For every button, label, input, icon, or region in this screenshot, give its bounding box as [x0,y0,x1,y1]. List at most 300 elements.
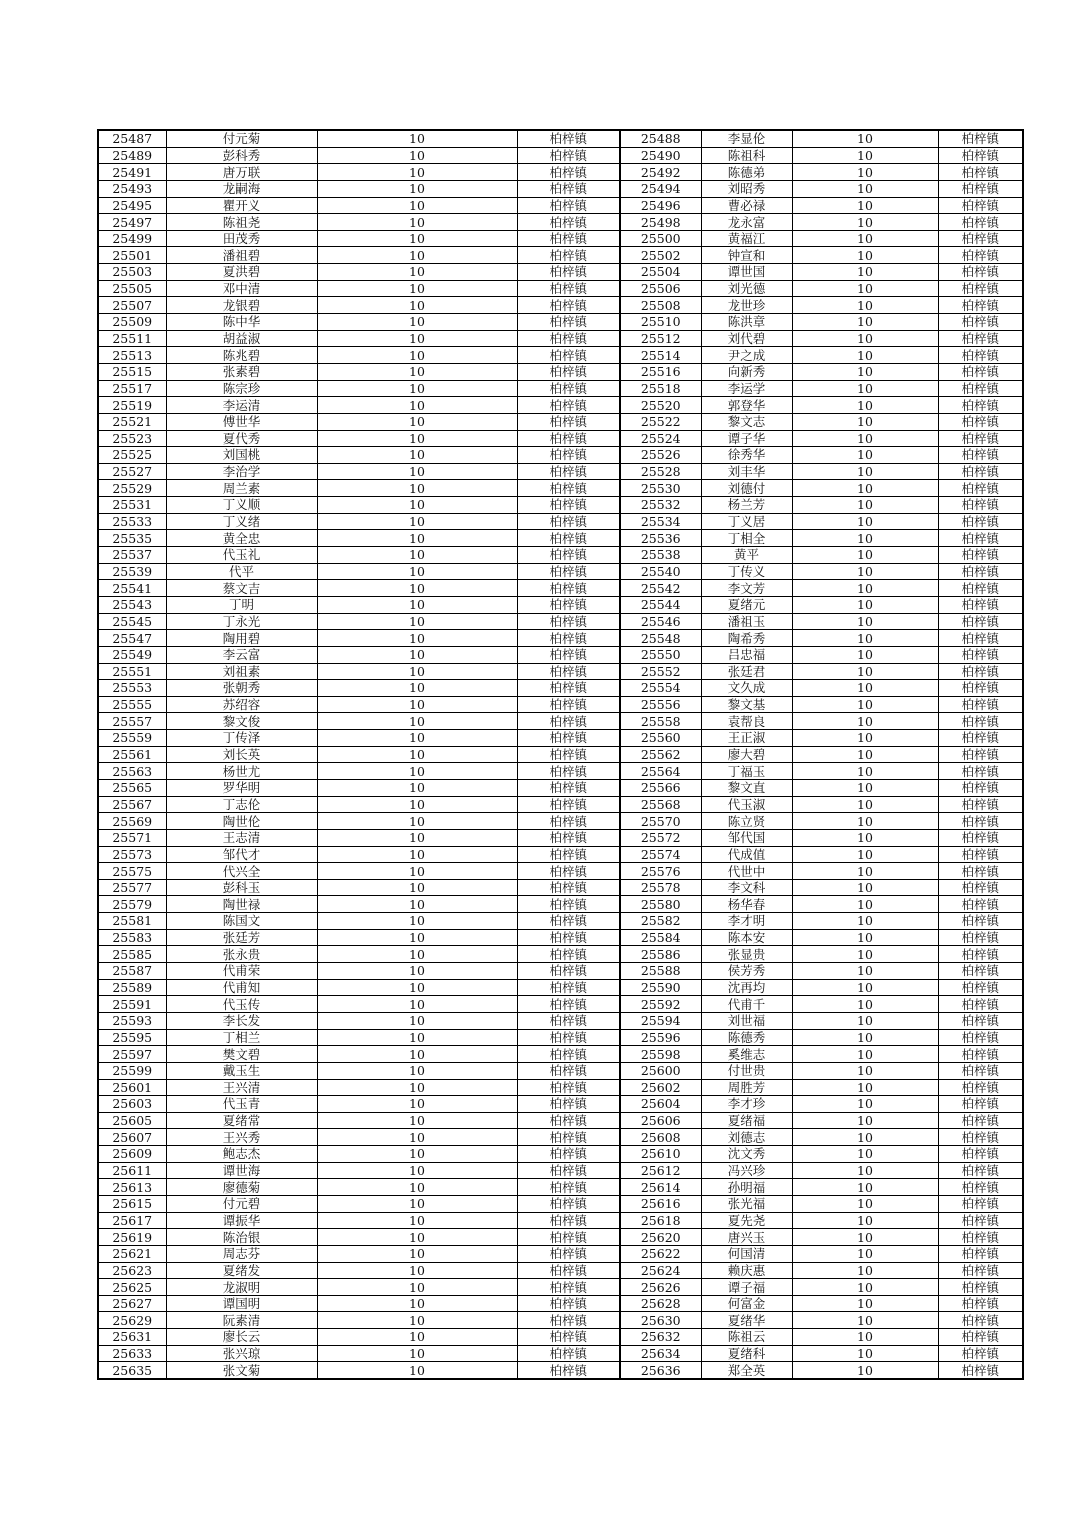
person-name-cell: 丁相兰 [166,1029,317,1046]
person-name-cell: 刘丰华 [701,463,792,480]
record-id-cell: 25571 [98,829,166,846]
person-name-cell: 鲍志杰 [166,1146,317,1163]
person-name-cell: 李文芳 [701,580,792,597]
town-cell: 柏梓镇 [517,230,620,247]
town-cell: 柏梓镇 [517,913,620,930]
record-table [97,129,1024,1380]
town-cell: 柏梓镇 [938,1229,1023,1246]
record-id-cell: 25502 [620,247,701,264]
record-id-cell: 25602 [620,1079,701,1096]
amount-cell: 10 [792,230,938,247]
amount-cell: 10 [317,863,517,880]
person-name-cell: 代世中 [701,863,792,880]
record-id-cell: 25604 [620,1096,701,1113]
person-name-cell: 代甫知 [166,979,317,996]
record-id-cell: 25596 [620,1029,701,1046]
record-id-cell: 25627 [98,1295,166,1312]
amount-cell: 10 [792,929,938,946]
table-row [98,1245,1023,1262]
person-name-cell: 黎文直 [701,779,792,796]
amount-cell: 10 [317,829,517,846]
town-cell: 柏梓镇 [938,763,1023,780]
amount-cell: 10 [792,463,938,480]
town-cell: 柏梓镇 [938,779,1023,796]
record-id-cell: 25541 [98,580,166,597]
record-id-cell: 25494 [620,180,701,197]
person-name-cell: 代成值 [701,846,792,863]
town-cell: 柏梓镇 [938,397,1023,414]
amount-cell: 10 [317,280,517,297]
amount-cell: 10 [317,1245,517,1262]
record-id-cell: 25513 [98,347,166,364]
town-cell: 柏梓镇 [938,630,1023,647]
town-cell: 柏梓镇 [517,363,620,380]
amount-cell: 10 [792,1112,938,1129]
record-id-cell: 25509 [98,314,166,331]
amount-cell: 10 [792,530,938,547]
person-name-cell: 陶世伦 [166,813,317,830]
amount-cell: 10 [317,1295,517,1312]
town-cell: 柏梓镇 [517,680,620,697]
record-id-cell: 25527 [98,463,166,480]
record-id-cell: 25498 [620,214,701,231]
person-name-cell: 陈兆碧 [166,347,317,364]
table-row [98,563,1023,580]
town-cell: 柏梓镇 [517,1079,620,1096]
table-row [98,1196,1023,1213]
amount-cell: 10 [317,1312,517,1329]
town-cell: 柏梓镇 [517,380,620,397]
record-id-cell: 25560 [620,730,701,747]
town-cell: 柏梓镇 [938,1196,1023,1213]
amount-cell: 10 [792,763,938,780]
record-id-cell: 25589 [98,979,166,996]
person-name-cell: 蔡文吉 [166,580,317,597]
table-row [98,763,1023,780]
town-cell: 柏梓镇 [517,1295,620,1312]
town-cell: 柏梓镇 [938,1345,1023,1362]
record-id-cell: 25507 [98,297,166,314]
table-row [98,813,1023,830]
town-cell: 柏梓镇 [938,1245,1023,1262]
town-cell: 柏梓镇 [517,1279,620,1296]
town-cell: 柏梓镇 [938,813,1023,830]
record-id-cell: 25512 [620,330,701,347]
record-id-cell: 25619 [98,1229,166,1246]
person-name-cell: 沈再均 [701,979,792,996]
person-name-cell: 廖长云 [166,1329,317,1346]
amount-cell: 10 [317,1012,517,1029]
person-name-cell: 李云富 [166,646,317,663]
amount-cell: 10 [792,1212,938,1229]
amount-cell: 10 [792,197,938,214]
person-name-cell: 杨华春 [701,896,792,913]
person-name-cell: 罗华明 [166,779,317,796]
town-cell: 柏梓镇 [517,730,620,747]
record-id-cell: 25556 [620,696,701,713]
town-cell: 柏梓镇 [938,696,1023,713]
person-name-cell: 谭子福 [701,1279,792,1296]
record-id-cell: 25539 [98,563,166,580]
amount-cell: 10 [317,1329,517,1346]
record-id-cell: 25511 [98,330,166,347]
town-cell: 柏梓镇 [517,1245,620,1262]
town-cell: 柏梓镇 [517,1096,620,1113]
record-id-cell: 25590 [620,979,701,996]
record-id-cell: 25618 [620,1212,701,1229]
amount-cell: 10 [792,630,938,647]
town-cell: 柏梓镇 [517,430,620,447]
record-id-cell: 25622 [620,1245,701,1262]
record-id-cell: 25631 [98,1329,166,1346]
amount-cell: 10 [317,1112,517,1129]
town-cell: 柏梓镇 [517,197,620,214]
amount-cell: 10 [792,896,938,913]
amount-cell: 10 [792,580,938,597]
amount-cell: 10 [792,1262,938,1279]
table-row [98,463,1023,480]
amount-cell: 10 [317,297,517,314]
town-cell: 柏梓镇 [938,1212,1023,1229]
person-name-cell: 郑全英 [701,1362,792,1379]
amount-cell: 10 [792,1079,938,1096]
amount-cell: 10 [317,996,517,1013]
town-cell: 柏梓镇 [938,1312,1023,1329]
person-name-cell: 唐兴玉 [701,1229,792,1246]
table-row [98,1312,1023,1329]
town-cell: 柏梓镇 [517,1362,620,1379]
amount-cell: 10 [317,497,517,514]
person-name-cell: 冯兴珍 [701,1162,792,1179]
person-name-cell: 李显伦 [701,130,792,147]
record-id-cell: 25583 [98,929,166,946]
person-name-cell: 陈洪章 [701,314,792,331]
record-id-cell: 25593 [98,1012,166,1029]
person-name-cell: 夏绪元 [701,596,792,613]
table-row [98,713,1023,730]
table-row [98,1079,1023,1096]
town-cell: 柏梓镇 [938,413,1023,430]
person-name-cell: 黄全忠 [166,530,317,547]
amount-cell: 10 [317,613,517,630]
table-row [98,147,1023,164]
record-id-cell: 25600 [620,1062,701,1079]
town-cell: 柏梓镇 [938,1329,1023,1346]
person-name-cell: 代玉传 [166,996,317,1013]
person-name-cell: 夏绪福 [701,1112,792,1129]
town-cell: 柏梓镇 [938,796,1023,813]
record-id-cell: 25578 [620,879,701,896]
town-cell: 柏梓镇 [517,447,620,464]
amount-cell: 10 [792,147,938,164]
person-name-cell: 刘光德 [701,280,792,297]
record-id-cell: 25488 [620,130,701,147]
amount-cell: 10 [317,696,517,713]
person-name-cell: 谭子华 [701,430,792,447]
amount-cell: 10 [792,1012,938,1029]
person-name-cell: 陈治银 [166,1229,317,1246]
amount-cell: 10 [792,863,938,880]
amount-cell: 10 [317,1279,517,1296]
record-id-cell: 25582 [620,913,701,930]
amount-cell: 10 [317,314,517,331]
town-cell: 柏梓镇 [517,1112,620,1129]
town-cell: 柏梓镇 [938,863,1023,880]
table-row [98,1212,1023,1229]
amount-cell: 10 [317,1062,517,1079]
amount-cell: 10 [792,1129,938,1146]
amount-cell: 10 [792,363,938,380]
town-cell: 柏梓镇 [517,813,620,830]
person-name-cell: 代玉青 [166,1096,317,1113]
town-cell: 柏梓镇 [517,763,620,780]
town-cell: 柏梓镇 [517,130,620,147]
person-name-cell: 郭登华 [701,397,792,414]
town-cell: 柏梓镇 [517,613,620,630]
town-cell: 柏梓镇 [938,164,1023,181]
table-row [98,630,1023,647]
record-id-cell: 25584 [620,929,701,946]
amount-cell: 10 [792,730,938,747]
person-name-cell: 邓中清 [166,280,317,297]
record-id-cell: 25610 [620,1146,701,1163]
person-name-cell: 代玉礼 [166,547,317,564]
town-cell: 柏梓镇 [517,646,620,663]
person-name-cell: 夏绪发 [166,1262,317,1279]
amount-cell: 10 [317,1146,517,1163]
town-cell: 柏梓镇 [938,646,1023,663]
amount-cell: 10 [317,530,517,547]
person-name-cell: 王正淑 [701,730,792,747]
person-name-cell: 付元碧 [166,1196,317,1213]
amount-cell: 10 [792,646,938,663]
person-name-cell: 代甫荣 [166,963,317,980]
person-name-cell: 李长发 [166,1012,317,1029]
record-id-cell: 25523 [98,430,166,447]
person-name-cell: 吕忠福 [701,646,792,663]
town-cell: 柏梓镇 [938,513,1023,530]
person-name-cell: 代兴全 [166,863,317,880]
amount-cell: 10 [317,413,517,430]
person-name-cell: 龙嗣海 [166,180,317,197]
person-name-cell: 何富金 [701,1295,792,1312]
person-name-cell: 彭科秀 [166,147,317,164]
record-id-cell: 25630 [620,1312,701,1329]
table-row [98,1062,1023,1079]
town-cell: 柏梓镇 [938,979,1023,996]
town-cell: 柏梓镇 [517,1146,620,1163]
person-name-cell: 傅世华 [166,413,317,430]
table-row [98,796,1023,813]
town-cell: 柏梓镇 [517,696,620,713]
town-cell: 柏梓镇 [517,563,620,580]
table-row [98,779,1023,796]
amount-cell: 10 [792,413,938,430]
person-name-cell: 李才珍 [701,1096,792,1113]
town-cell: 柏梓镇 [517,1012,620,1029]
person-name-cell: 李才明 [701,913,792,930]
record-id-cell: 25594 [620,1012,701,1029]
person-name-cell: 龙银碧 [166,297,317,314]
person-name-cell: 张朝秀 [166,680,317,697]
amount-cell: 10 [317,779,517,796]
amount-cell: 10 [792,1295,938,1312]
person-name-cell: 龙淑明 [166,1279,317,1296]
town-cell: 柏梓镇 [938,214,1023,231]
person-name-cell: 钟宣和 [701,247,792,264]
amount-cell: 10 [792,1029,938,1046]
table-row [98,946,1023,963]
person-name-cell: 奚维志 [701,1046,792,1063]
table-row [98,1279,1023,1296]
person-name-cell: 刘国桃 [166,447,317,464]
record-id-cell: 25530 [620,480,701,497]
town-cell: 柏梓镇 [517,413,620,430]
town-cell: 柏梓镇 [938,530,1023,547]
record-id-cell: 25603 [98,1096,166,1113]
table-row [98,397,1023,414]
table-row [98,164,1023,181]
person-name-cell: 陈本安 [701,929,792,946]
table-row [98,863,1023,880]
amount-cell: 10 [792,130,938,147]
record-id-cell: 25514 [620,347,701,364]
table-row [98,1295,1023,1312]
record-id-cell: 25555 [98,696,166,713]
record-id-cell: 25617 [98,1212,166,1229]
table-row [98,413,1023,430]
person-name-cell: 夏代秀 [166,430,317,447]
town-cell: 柏梓镇 [517,513,620,530]
amount-cell: 10 [317,347,517,364]
table-row [98,663,1023,680]
person-name-cell: 陈中华 [166,314,317,331]
person-name-cell: 夏绪华 [701,1312,792,1329]
town-cell: 柏梓镇 [938,347,1023,364]
amount-cell: 10 [317,1345,517,1362]
amount-cell: 10 [317,1212,517,1229]
person-name-cell: 王志清 [166,829,317,846]
town-cell: 柏梓镇 [517,779,620,796]
table-row [98,1012,1023,1029]
town-cell: 柏梓镇 [938,1029,1023,1046]
amount-cell: 10 [792,1362,938,1379]
town-cell: 柏梓镇 [517,497,620,514]
person-name-cell: 张永贵 [166,946,317,963]
amount-cell: 10 [317,563,517,580]
record-id-cell: 25522 [620,413,701,430]
amount-cell: 10 [792,1345,938,1362]
person-name-cell: 丁义顺 [166,497,317,514]
amount-cell: 10 [317,1262,517,1279]
record-id-cell: 25536 [620,530,701,547]
town-cell: 柏梓镇 [938,1179,1023,1196]
record-id-cell: 25515 [98,363,166,380]
town-cell: 柏梓镇 [517,330,620,347]
amount-cell: 10 [792,796,938,813]
person-name-cell: 陈德秀 [701,1029,792,1046]
town-cell: 柏梓镇 [517,929,620,946]
town-cell: 柏梓镇 [517,1062,620,1079]
record-id-cell: 25557 [98,713,166,730]
amount-cell: 10 [792,696,938,713]
amount-cell: 10 [317,363,517,380]
amount-cell: 10 [317,1229,517,1246]
table-row [98,929,1023,946]
person-name-cell: 邹代才 [166,846,317,863]
town-cell: 柏梓镇 [517,147,620,164]
person-name-cell: 李治学 [166,463,317,480]
amount-cell: 10 [792,430,938,447]
amount-cell: 10 [317,197,517,214]
record-id-cell: 25531 [98,497,166,514]
record-id-cell: 25501 [98,247,166,264]
town-cell: 柏梓镇 [938,247,1023,264]
person-name-cell: 夏绪科 [701,1345,792,1362]
record-id-cell: 25499 [98,230,166,247]
table-row [98,1029,1023,1046]
town-cell: 柏梓镇 [938,297,1023,314]
town-cell: 柏梓镇 [517,963,620,980]
town-cell: 柏梓镇 [517,596,620,613]
table-row [98,1046,1023,1063]
person-name-cell: 张光福 [701,1196,792,1213]
table-row [98,879,1023,896]
amount-cell: 10 [317,763,517,780]
amount-cell: 10 [317,730,517,747]
record-id-cell: 25570 [620,813,701,830]
person-name-cell: 刘代碧 [701,330,792,347]
person-name-cell: 孙明福 [701,1179,792,1196]
table-row [98,214,1023,231]
table-row [98,347,1023,364]
table-row [98,1345,1023,1362]
person-name-cell: 邹代国 [701,829,792,846]
record-id-cell: 25538 [620,547,701,564]
person-name-cell: 袁帮良 [701,713,792,730]
record-id-cell: 25526 [620,447,701,464]
record-id-cell: 25518 [620,380,701,397]
amount-cell: 10 [317,247,517,264]
amount-cell: 10 [792,513,938,530]
record-id-cell: 25580 [620,896,701,913]
amount-cell: 10 [792,1046,938,1063]
town-cell: 柏梓镇 [938,613,1023,630]
amount-cell: 10 [317,513,517,530]
table-row [98,547,1023,564]
table-row [98,497,1023,514]
record-id-cell: 25636 [620,1362,701,1379]
amount-cell: 10 [792,447,938,464]
table-row [98,696,1023,713]
amount-cell: 10 [792,829,938,846]
person-name-cell: 王兴清 [166,1079,317,1096]
town-cell: 柏梓镇 [938,230,1023,247]
record-id-cell: 25565 [98,779,166,796]
record-table-body [98,130,1023,1379]
table-row [98,846,1023,863]
table-row [98,180,1023,197]
record-id-cell: 25529 [98,480,166,497]
amount-cell: 10 [792,996,938,1013]
record-id-cell: 25598 [620,1046,701,1063]
town-cell: 柏梓镇 [938,879,1023,896]
town-cell: 柏梓镇 [938,846,1023,863]
record-id-cell: 25521 [98,413,166,430]
town-cell: 柏梓镇 [517,347,620,364]
amount-cell: 10 [317,164,517,181]
town-cell: 柏梓镇 [517,180,620,197]
